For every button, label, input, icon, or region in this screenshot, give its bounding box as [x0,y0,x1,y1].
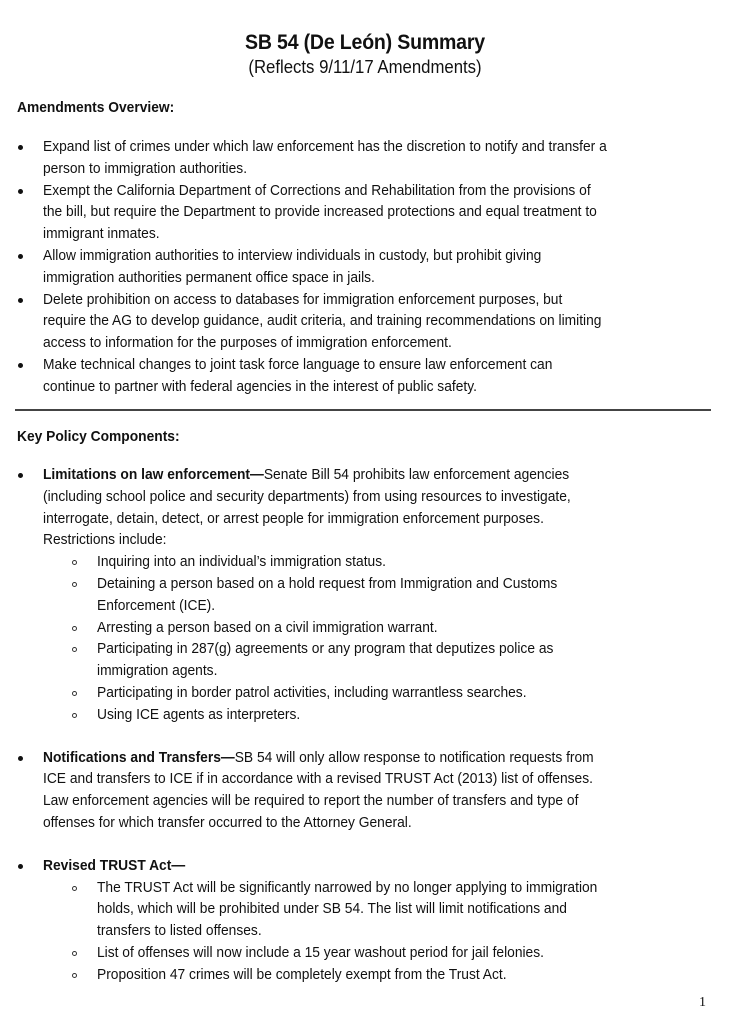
bullet-icon [18,756,23,761]
notifications-text: SB 54 will only allow response to notification requests from [234,748,594,766]
amendment-item [0,245,740,289]
amendment-text: Allow immigration authorities to interview individuals in custody, but prohibit giving [43,246,542,264]
circle-bullet-icon [72,973,77,978]
restriction-item [0,638,740,682]
restriction-text: Using ICE agents as interpreters. [97,705,301,723]
bullet-icon [18,363,23,368]
circle-bullet-icon [72,582,77,587]
restriction-text: Arresting a person based on a civil immigration warrant. [97,618,438,636]
trust-act-item [0,855,740,986]
trust-act-text: transfers to listed offenses. [97,922,262,940]
restriction-text: immigration agents. [97,662,218,680]
trust-act-text: List of offenses will now include a 15 year washout period for jail felonies. [97,943,544,961]
amendment-text: person to immigration authorities. [43,159,248,177]
limitations-text: Restrictions include: [43,531,167,549]
amendment-item [0,354,740,398]
section-divider [15,409,711,411]
amendment-text: Make technical changes to joint task force language to ensure law enforcement can [43,355,553,373]
trust-act-text: Proposition 47 crimes will be completely exempt from the Trust Act. [97,965,507,983]
restriction-text: Inquiring into an individual’s immigration status. [97,553,386,571]
restriction-text: Detaining a person based on a hold request from Immigration and Customs [97,574,558,592]
document-subtitle: (Reflects 9/11/17 Amendments) [248,57,482,77]
notifications-text: Law enforcement agencies will be required to report the number of transfers and type of [43,792,579,810]
limitations-item [0,464,740,726]
amendment-text: the bill, but require the Department to provide increased protections and equal treatment to [43,203,597,221]
trust-act-subitem [0,964,740,986]
trust-act-label: Revised TRUST Act— [43,856,186,874]
amendment-item [0,289,740,354]
limitations-text: (including school police and security departments) from using resources to investigate, [43,487,571,505]
circle-bullet-icon [72,713,77,718]
restriction-item [0,617,740,639]
amendment-text: immigrant inmates. [43,225,160,243]
trust-act-text: The TRUST Act will be significantly narrowed by no longer applying to immigration [97,878,598,896]
amendment-text: Expand list of crimes under which law enforcement has the discretion to notify and transfer a [43,138,607,155]
amendments-overview-heading: Amendments Overview: [17,99,175,116]
restriction-item [0,704,740,726]
restriction-item [0,551,740,573]
key-policy-heading: Key Policy Components: [17,428,180,445]
bullet-icon [18,473,23,478]
trust-act-text: holds, which will be prohibited under SB 54. The list will limit notifications and [97,900,567,918]
limitations-text: interrogate, detain, detect, or arrest people for immigration enforcement purposes. [43,509,544,527]
amendment-text: Exempt the California Department of Corrections and Rehabilitation from the provisions of [43,181,591,199]
restrictions-list [43,551,740,725]
circle-bullet-icon [72,691,77,696]
amendment-text: Delete prohibition on access to databases for immigration enforcement purposes, but [43,290,563,308]
amendment-text: access to information for the purposes of immigration enforcement. [43,334,452,352]
bullet-icon [18,145,23,150]
circle-bullet-icon [72,951,77,956]
page-number: 1 [699,995,706,1010]
restriction-text: Participating in border patrol activities, including warrantless searches. [97,683,527,701]
notifications-item [0,747,740,834]
notifications-text: ICE and transfers to ICE if in accordance with a revised TRUST Act (2013) list of offenses. [43,770,593,788]
restriction-text: Participating in 287(g) agreements or any program that deputizes police as [97,640,554,658]
limitations-label: Limitations on law enforcement— [43,466,264,483]
bullet-icon [18,254,23,259]
trust-act-subitem [0,942,740,964]
document-title: SB 54 (De León) Summary [245,31,485,54]
amendment-text: continue to partner with federal agencies in the interest of public safety. [43,377,477,395]
circle-bullet-icon [72,626,77,631]
amendment-item [0,136,740,180]
trust-act-subitem [0,877,740,942]
amendment-text: require the AG to develop guidance, audit criteria, and training recommendations on limiting [43,312,602,330]
amendment-item [0,180,740,245]
key-policy-list [0,464,740,986]
notifications-text: offenses for which transfer occurred to the Attorney General. [43,813,412,831]
restriction-item [0,682,740,704]
circle-bullet-icon [72,560,77,565]
bullet-icon [18,864,23,869]
amendment-text: immigration authorities permanent office space in jails. [43,268,375,286]
restriction-text: Enforcement (ICE). [97,596,216,614]
amendments-list [0,136,740,398]
circle-bullet-icon [72,886,77,891]
bullet-icon [18,298,23,303]
limitations-text: Senate Bill 54 prohibits law enforcement agencies [263,466,570,483]
bullet-icon [18,189,23,194]
restriction-item [0,573,740,617]
trust-act-list [43,877,740,986]
circle-bullet-icon [72,647,77,652]
notifications-label: Notifications and Transfers— [43,748,235,766]
